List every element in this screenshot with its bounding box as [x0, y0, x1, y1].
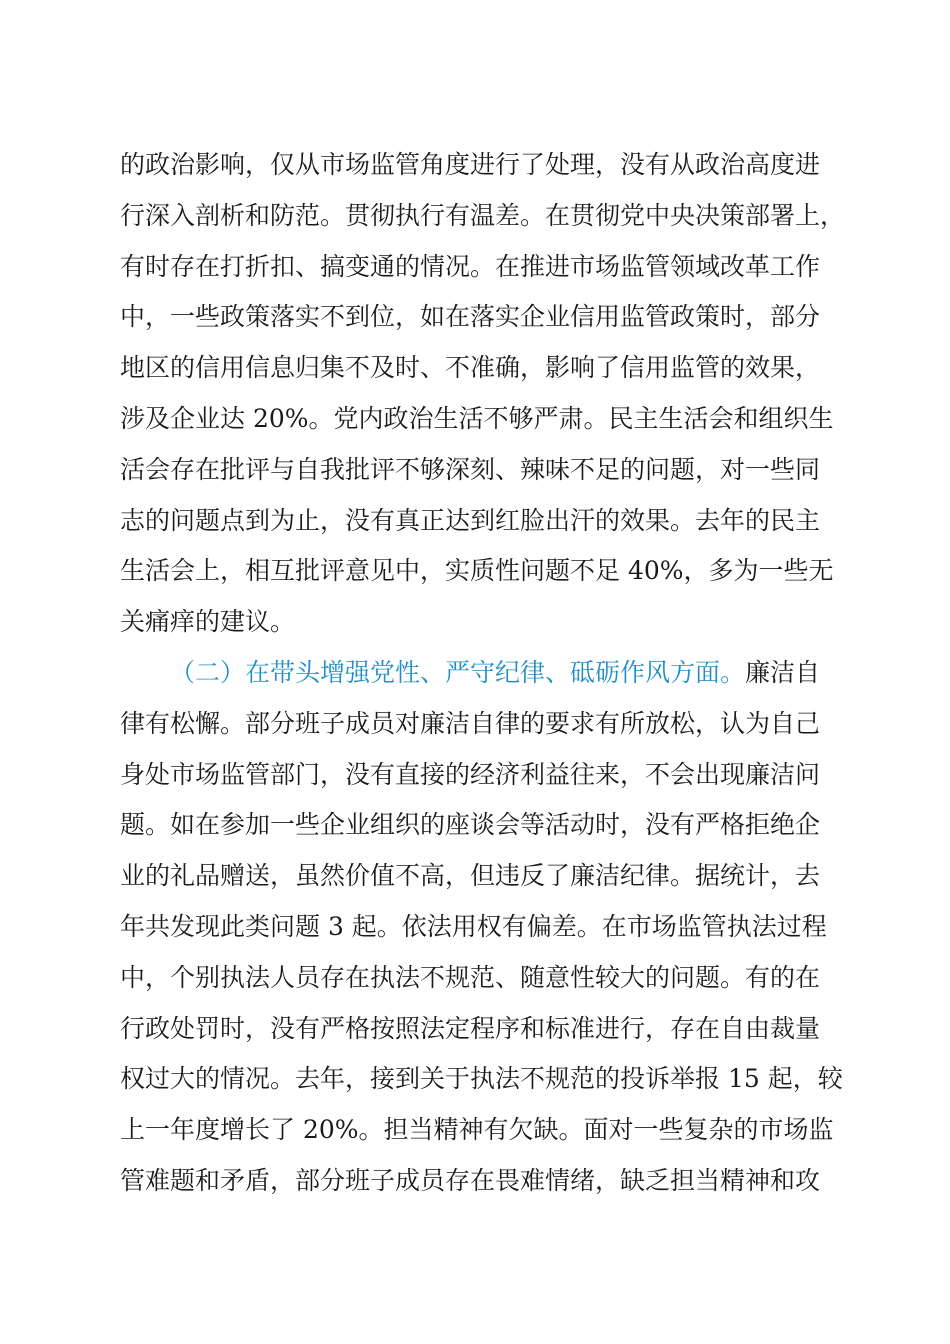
paragraph-line: 管难题和矛盾，部分班子成员存在畏难情绪，缺乏担当精神和攻 — [120, 1165, 821, 1195]
paragraph-line: 题。如在参加一些企业组织的座谈会等活动时，没有严格拒绝企 — [120, 810, 821, 840]
paragraph-line: 生活会上，相互批评意见中，实质性问题不足 40%，多为一些无 — [120, 556, 834, 586]
paragraph-line: 业的礼品赠送，虽然价值不高，但违反了廉洁纪律。据统计，去 — [120, 861, 821, 891]
paragraph-line: 身处市场监管部门，没有直接的经济利益往来，不会出现廉洁问 — [120, 759, 821, 789]
document-body — [120, 140, 846, 1207]
paragraph-line: 权过大的情况。去年，接到关于执法不规范的投诉举报 15 起，较 — [120, 1064, 843, 1094]
paragraph-line: 行政处罚时，没有严格按照法定程序和标准进行，存在自由裁量 — [120, 1013, 821, 1043]
section-heading: （二）在带头增强党性、严守纪律、砥砺作风方面。 — [170, 657, 746, 687]
paragraph-line: 中，个别执法人员存在执法不规范、随意性较大的问题。有的在 — [120, 962, 821, 992]
section-heading-line — [120, 648, 820, 699]
paragraph-line: 的政治影响，仅从市场监管角度进行了处理，没有从政治高度进 — [120, 150, 821, 179]
paragraph-line: 有时存在打折扣、搞变通的情况。在推进市场监管领域改革工作 — [120, 251, 821, 281]
paragraph-1 — [120, 140, 846, 648]
paragraph-2 — [120, 648, 843, 1207]
paragraph-line: 地区的信用信息归集不及时、不准确，影响了信用监管的效果， — [120, 353, 821, 383]
paragraph-line: 律有松懈。部分班子成员对廉洁自律的要求有所放松，认为自己 — [120, 708, 821, 738]
paragraph-line: 中，一些政策落实不到位，如在落实企业信用监管政策时，部分 — [120, 302, 821, 332]
paragraph-line: 行深入剖析和防范。贯彻执行有温差。在贯彻党中央决策部署上， — [120, 200, 846, 230]
paragraph-line: 志的问题点到为止，没有真正达到红脸出汗的效果。去年的民主 — [120, 505, 821, 535]
paragraph-line: 涉及企业达 20%。党内政治生活不够严肃。民主生活会和组织生 — [120, 403, 834, 433]
paragraph-line: 关痛痒的建议。 — [120, 607, 296, 637]
paragraph-line: 活会存在批评与自我批评不够深刻、辣味不足的问题，对一些同 — [120, 454, 821, 484]
paragraph-line: 年共发现此类问题 3 起。依法用权有偏差。在市场监管执法过程 — [120, 911, 827, 941]
section-heading-rest: 廉洁自 — [745, 657, 821, 687]
paragraph-line: 上一年度增长了 20%。担当精神有欠缺。面对一些复杂的市场监 — [120, 1115, 834, 1145]
